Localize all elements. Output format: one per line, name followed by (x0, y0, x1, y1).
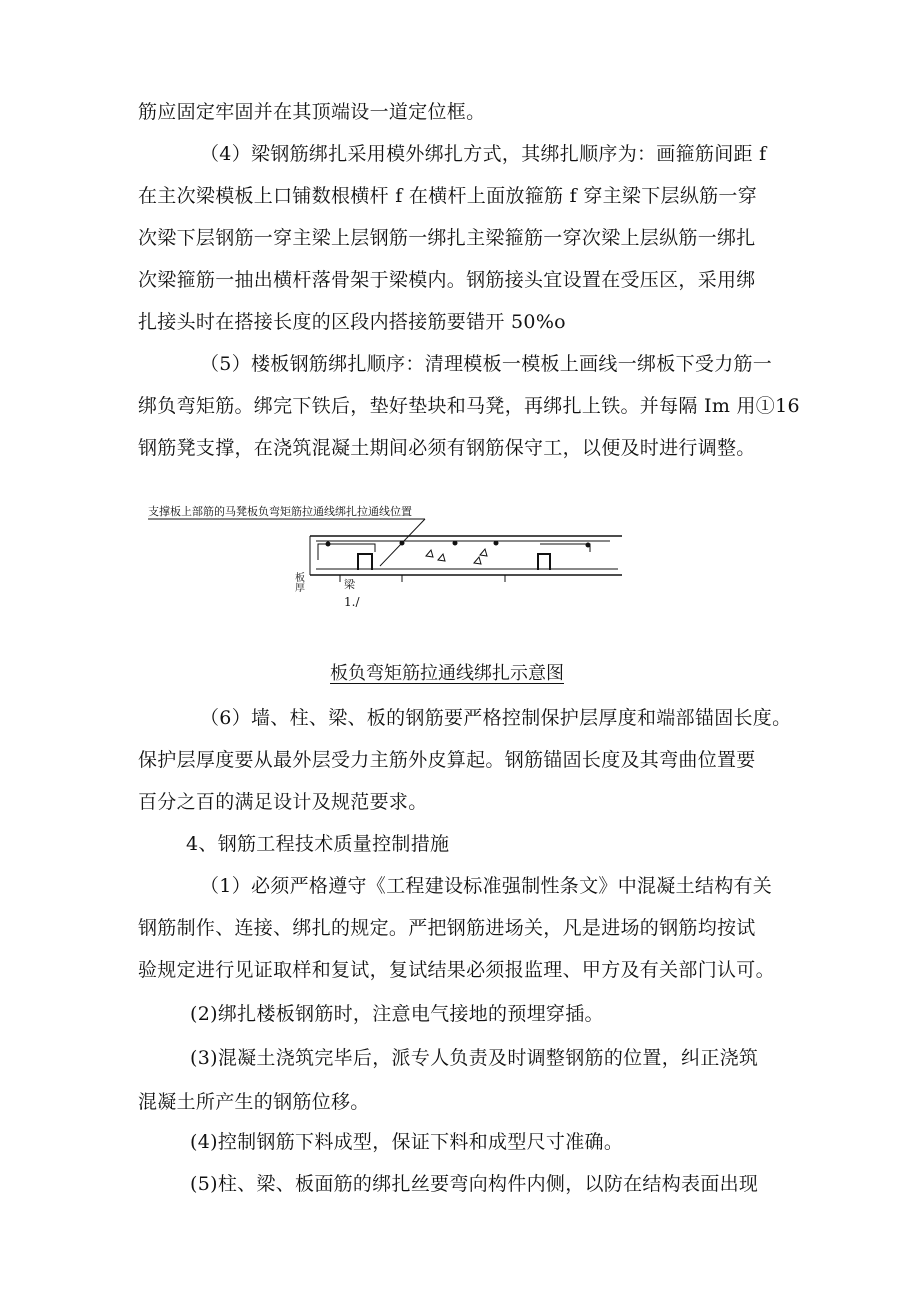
aggregate-mark (480, 549, 487, 556)
paragraph-line: 钢筋制作、连接、绑扎的规定。严把钢筋进场关，凡是进场的钢筋均按试 (138, 917, 756, 939)
thickness-label: 板厚 (292, 572, 304, 592)
paragraph-line: 钢筋凳支撑，在浇筑混凝土期间必须有钢筋保守工，以便及时进行调整。 (138, 437, 756, 459)
paragraph-line: (5)柱、梁、板面筋的绑扎丝要弯向构件内侧，以防在结构表面出现 (190, 1173, 759, 1195)
paragraph-line: 筋应固定牢固并在其顶端设一道定位框。 (138, 101, 486, 123)
negative-moment-bar (540, 544, 590, 552)
figure-caption: 板负弯矩筋拉通线绑扎示意图 (330, 663, 564, 684)
negative-moment-bar (318, 544, 375, 560)
section-heading: 4、钢筋工程技术质量控制措施 (186, 833, 450, 855)
paragraph-line: (3)混凝土浇筑完毕后，派专人负责及时调整钢筋的位置，纠正浇筑 (190, 1047, 759, 1069)
paragraph-line: 绑负弯矩筋。绑完下铁后，垫好垫块和马凳，再绑扎上铁。并每隔 Im 用①16 (138, 395, 800, 417)
paragraph-line: 验规定进行见证取样和复试，复试结果必须报监理、甲方及有关部门认可。 (138, 959, 775, 981)
support-stool (358, 554, 372, 570)
figure-header-label: 支撑板上部筋的马凳板负弯矩筋拉通线绑扎拉通线位置 (148, 505, 412, 518)
rebar-dot (586, 543, 591, 548)
rebar-dot (494, 541, 499, 546)
paragraph-line: （1）必须严格遵守《工程建设标准强制性条文》中混凝土结构有关 (200, 875, 773, 897)
paragraph-line: 混凝土所产生的钢筋位移。 (138, 1091, 370, 1113)
rebar-dot (453, 541, 458, 546)
paragraph-line: （6）墙、柱、梁、板的钢筋要严格控制保护层厚度和端部锚固长度。 (200, 707, 792, 729)
paragraph-line: 扎接头时在搭接长度的区段内搭接筋要错开 50%o (138, 311, 566, 333)
aggregate-mark (474, 557, 481, 564)
paragraph-line: 次梁下层钢筋一穿主梁上层钢筋一绑扎主梁箍筋一穿次梁上层纵筋一绑扎 (138, 227, 756, 249)
paragraph-line: （5）楼板钢筋绑扎顺序：清理模板一模板上画线一绑板下受力筋一 (200, 353, 773, 375)
aggregate-mark (426, 550, 433, 557)
aggregate-mark (438, 554, 445, 561)
paragraph-line: 百分之百的满足设计及规范要求。 (138, 791, 428, 813)
paragraph-line: (2)绑扎楼板钢筋时，注意电气接地的预埋穿插。 (190, 1003, 604, 1025)
rebar-dot (400, 541, 405, 546)
paragraph-line: (4)控制钢筋下料成型，保证下料和成型尺寸准确。 (190, 1131, 624, 1153)
support-stool (538, 554, 550, 570)
beam-label: 梁 (344, 578, 355, 591)
paragraph-line: 次梁箍筋一抽出横杆落骨架于梁模内。钢筋接头宜设置在受压区，采用绑 (138, 269, 756, 291)
rebar-diagram (140, 500, 640, 620)
rebar-dot (326, 542, 331, 547)
paragraph-line: 在主次梁模板上口铺数根横杆 f 在横杆上面放箍筋 f 穿主梁下层纵筋一穿 (138, 185, 758, 207)
beam-mark: 1./ (344, 595, 360, 609)
paragraph-line: （4）梁钢筋绑扎采用模外绑扎方式，其绑扎顺序为：画箍筋间距 f (200, 143, 767, 165)
paragraph-line: 保护层厚度要从最外层受力主筋外皮算起。钢筋锚固长度及其弯曲位置要 (138, 749, 756, 771)
